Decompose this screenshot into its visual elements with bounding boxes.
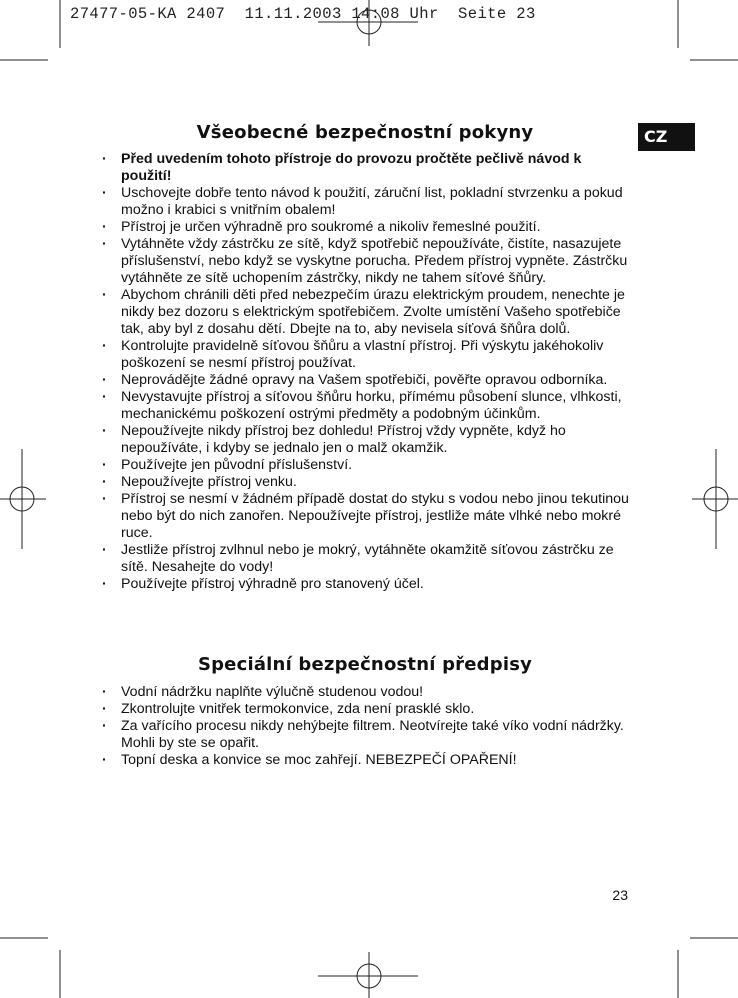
section-title-general-safety: Všeobecné bezpečnostní pokyny [196, 122, 534, 143]
registration-mark-top [318, 0, 418, 46]
print-slug: 27477-05-KA 2407 11.11.2003 14:08 Uhr Seite 23 [70, 5, 536, 23]
list-item: · Nevystavujte přístroj a síťovou šňůru horku, přímému působení slunce, vlhkosti, mechanickému poškození ostrými předměty a podobným účinkům. [100, 389, 630, 423]
list-item: · Kontrolujte pravidelně síťovou šňůru a vlastní přístroj. Při výskytu jakéhokoliv poškození se nesmí přístroj používat. [100, 338, 630, 372]
list-item: · Používejte jen původní příslušenství. [100, 457, 630, 474]
list-item: · Abychom chránili děti před nebezpečím úrazu elektrickým proudem, nenechte je nikdy bez dozoru s elektrickým spotřebičem. Zvolte umístění Vašeho spotřebiče tak, aby byl z dosahu dětí. Dbejte na to, aby nevisela síťová šňůra dolů. [100, 287, 630, 338]
list-item: · Vodní nádržku naplňte výlučně studenou vodou! [100, 684, 630, 701]
language-tab: CZ [638, 123, 695, 151]
special-safety-list [100, 684, 630, 769]
list-item: · Za vařícího procesu nikdy nehýbejte filtrem. Neotvírejte také víko vodní nádržky. Mohli by ste se opařit. [100, 718, 630, 752]
list-item: · Nepoužívejte nikdy přístroj bez dohledu! Přístroj vždy vypněte, když ho nepoužíváte, i kdyby se jednalo jen o malž okamžik. [100, 423, 630, 457]
registration-mark-right [692, 449, 738, 549]
page-number: 23 [612, 887, 628, 903]
list-item: · Používejte přístroj výhradně pro stanovený účel. [100, 576, 630, 593]
general-safety-list [100, 151, 630, 593]
registration-mark-left [0, 449, 46, 549]
registration-mark-bottom [318, 952, 418, 998]
section-title-special-safety: Speciální bezpečnostní předpisy [197, 654, 533, 675]
list-item: · Před uvedením tohoto přístroje do provozu pročtěte pečlivě návod k použití! [100, 151, 630, 185]
list-item: · Přístroj se nesmí v žádném případě dostat do styku s vodou nebo jinou tekutinou nebo být do nich zanořen. Nepoužívejte přístroj, jestliže máte vlhké nebo mokré ruce. [100, 491, 630, 542]
list-item: · Zkontrolujte vnitřek termokonvice, zda není prasklé sklo. [100, 701, 630, 718]
list-item: · Vytáhněte vždy zástrčku ze sítě, když spotřebič nepoužíváte, čistíte, nasazujete příslušenství, nebo když se vyskytne porucha. Předem přístroj vypněte. Zástrčku vytáhněte ze sítě uchopením zástrčky, nikdy ne tahem síťové šňůry. [100, 236, 630, 287]
list-item: · Jestliže přístroj zvlhnul nebo je mokrý, vytáhněte okamžitě síťovou zástrčku ze sítě. Nesahejte do vody! [100, 542, 630, 576]
list-item: · Topní deska a konvice se moc zahřejí. NEBEZPEČÍ OPAŘENÍ! [100, 752, 630, 769]
list-item: · Přístroj je určen výhradně pro soukromé a nikoliv řemeslné použití. [100, 219, 630, 236]
list-item: · Neprovádějte žádné opravy na Vašem spotřebiči, pověřte opravou odborníka. [100, 372, 630, 389]
list-item: · Uschovejte dobře tento návod k použití, záruční list, pokladní stvrzenku a pokud možno i krabici s vnitřním obalem! [100, 185, 630, 219]
list-item: · Nepoužívejte přístroj venku. [100, 474, 630, 491]
